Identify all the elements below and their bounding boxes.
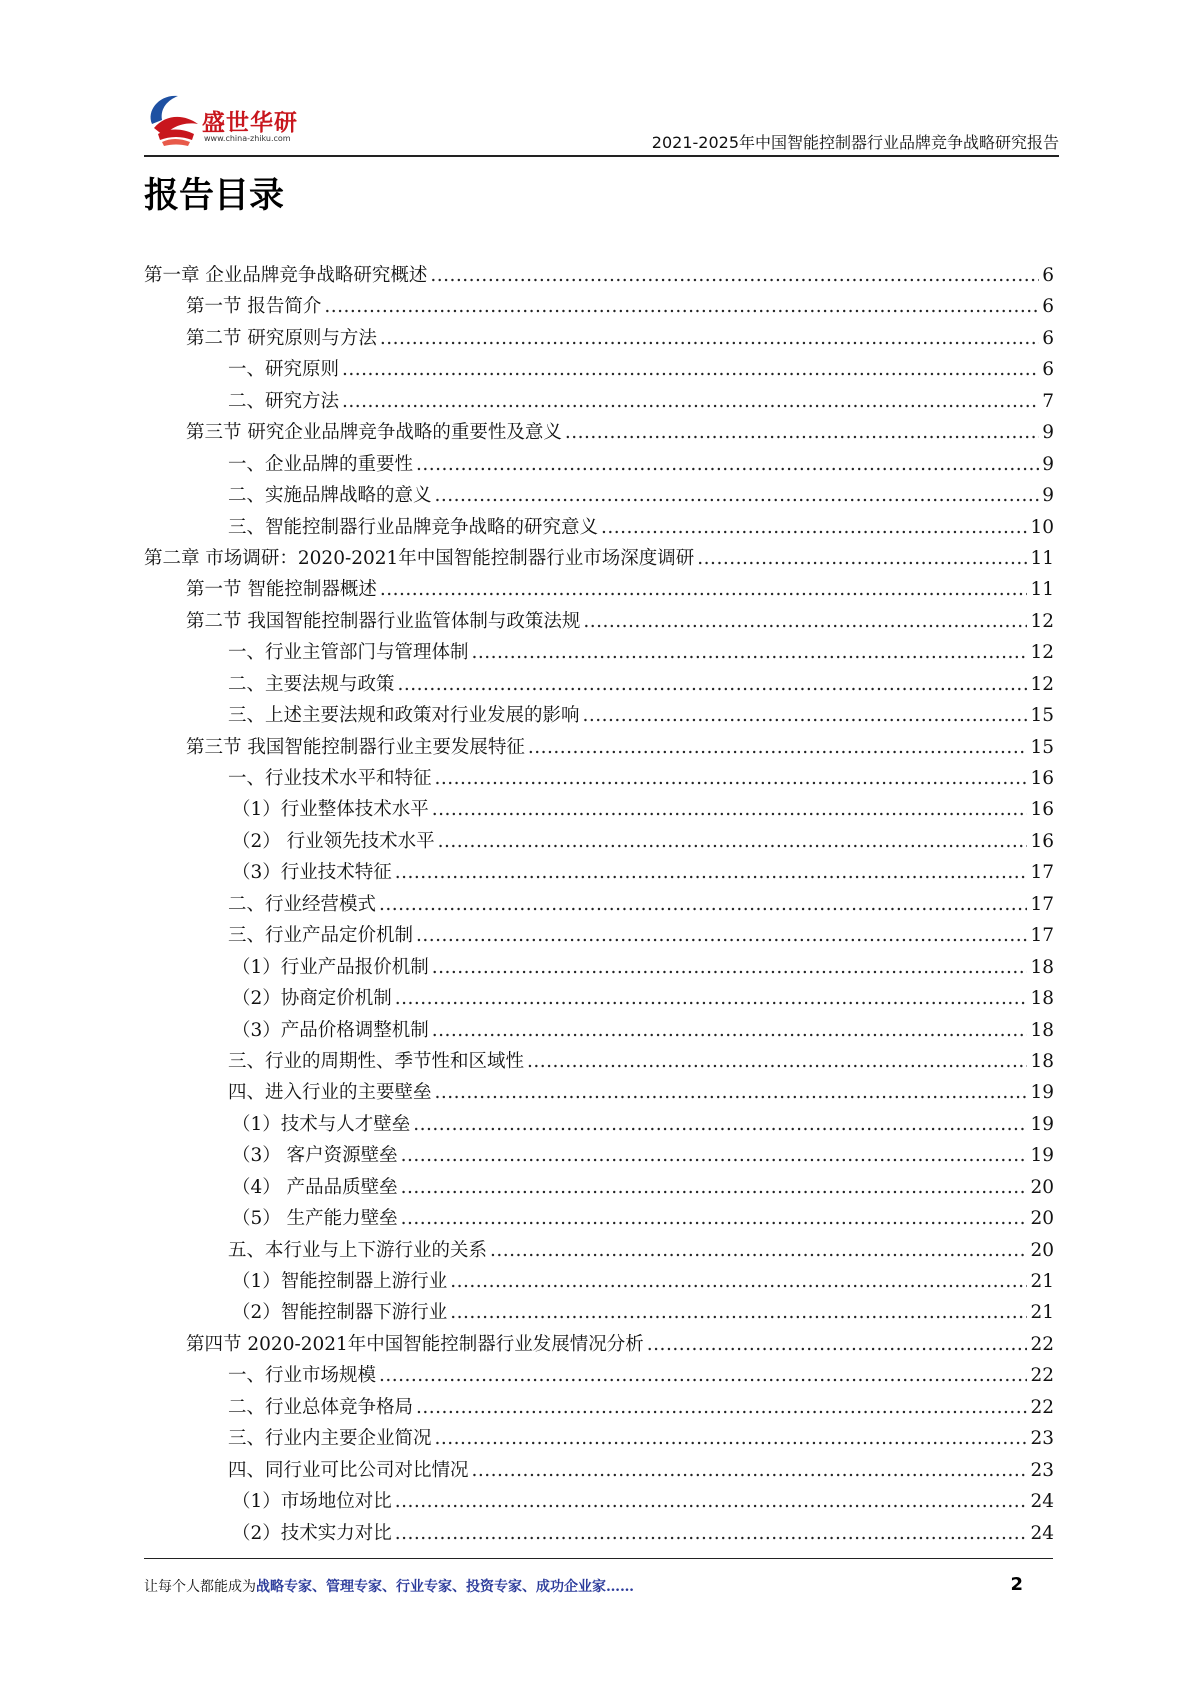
toc-entry-page: 22 [1030, 1396, 1054, 1418]
toc-entry-page: 9 [1042, 453, 1054, 475]
toc-entry-page: 6 [1042, 296, 1054, 318]
toc-entry[interactable] [144, 1236, 1054, 1267]
toc-entry[interactable] [144, 1204, 1054, 1235]
toc-entry-page: 18 [1030, 1019, 1054, 1041]
toc-entry[interactable] [144, 418, 1054, 449]
toc-entry-page: 24 [1030, 1522, 1054, 1544]
toc-entry[interactable] [144, 1047, 1054, 1078]
toc-entry-page: 9 [1042, 422, 1054, 444]
toc-entry-page: 7 [1042, 390, 1054, 412]
toc-dot-leader [395, 862, 1028, 883]
document-title: 2021-2025年中国智能控制器行业品牌竞争战略研究报告 [651, 133, 1059, 152]
logo-mark-icon [144, 84, 204, 148]
toc-dot-leader [398, 674, 1028, 695]
toc-dot-leader [472, 1460, 1028, 1481]
toc-entry[interactable] [144, 984, 1054, 1015]
toc-entry-label: 一、研究原则 [228, 359, 340, 381]
toc-entry-label: （1）智能控制器上游行业 [232, 1271, 448, 1292]
toc-dot-leader [342, 359, 1039, 380]
toc-entry-label: 第二节 研究原则与方法 [186, 327, 377, 349]
toc-entry-page: 17 [1030, 862, 1054, 884]
page-number: 2 [1010, 1574, 1023, 1595]
toc-entry-label: 二、研究方法 [228, 390, 340, 412]
page-title: 报告目录 [144, 176, 285, 216]
toc-dot-leader [432, 799, 1028, 820]
toc-entry-label: 第一章 企业品牌竞争战略研究概述 [144, 265, 428, 286]
toc-dot-leader [401, 1177, 1028, 1198]
toc-entry[interactable] [144, 953, 1054, 984]
toc-entry-label: （2） 行业领先技术水平 [232, 830, 435, 852]
toc-entry-page: 6 [1042, 359, 1054, 381]
toc-entry[interactable] [144, 324, 1054, 355]
toc-entry[interactable] [144, 1393, 1054, 1424]
toc-dot-leader [528, 737, 1028, 758]
toc-dot-leader [432, 957, 1028, 978]
toc-dot-leader [395, 1491, 1028, 1512]
toc-dot-leader [401, 1208, 1028, 1229]
toc-dot-leader [565, 422, 1039, 443]
toc-entry-label: 第二章 市场调研：2020-2021年中国智能控制器行业市场深度调研 [144, 547, 695, 569]
toc-entry-page: 15 [1030, 736, 1054, 758]
toc-entry-page: 18 [1030, 1050, 1054, 1072]
toc-dot-leader [413, 1114, 1027, 1135]
toc-entry[interactable] [144, 292, 1054, 323]
toc-entry-page: 23 [1030, 1428, 1054, 1450]
toc-dot-leader [324, 296, 1039, 317]
toc-entry[interactable] [144, 481, 1054, 512]
toc-entry-page: 12 [1030, 673, 1054, 695]
company-logo [144, 84, 314, 148]
toc-entry[interactable] [144, 921, 1054, 952]
toc-dot-leader [430, 265, 1039, 286]
toc-entry[interactable] [144, 764, 1054, 795]
toc-entry-label: （1）行业整体技术水平 [232, 799, 429, 821]
toc-entry-page: 11 [1030, 579, 1054, 601]
toc-entry-page: 22 [1030, 1365, 1054, 1387]
toc-entry-label: （1）行业产品报价机制 [232, 956, 429, 978]
toc-dot-leader [401, 1145, 1028, 1166]
toc-entry-label: 二、主要法规与政策 [228, 673, 395, 695]
table-of-contents [144, 261, 1054, 1550]
toc-dot-leader [435, 1428, 1028, 1449]
toc-entry-page: 18 [1030, 956, 1054, 978]
toc-entry-page: 17 [1030, 893, 1054, 915]
toc-entry[interactable] [144, 670, 1054, 701]
toc-entry-label: （3）产品价格调整机制 [232, 1019, 429, 1041]
toc-entry[interactable] [144, 1424, 1054, 1455]
toc-entry-label: 四、进入行业的主要壁垒 [228, 1082, 432, 1104]
toc-entry-label: （2）技术实力对比 [232, 1522, 392, 1544]
logo-name: 盛世华研 [202, 110, 298, 136]
toc-dot-leader [432, 1020, 1028, 1041]
toc-dot-leader [601, 517, 1027, 538]
toc-entry-page: 16 [1030, 799, 1054, 821]
toc-entry[interactable] [144, 261, 1054, 292]
toc-entry[interactable] [144, 1110, 1054, 1141]
toc-entry-page: 21 [1030, 1271, 1054, 1292]
toc-entry-label: 一、行业主管部门与管理体制 [228, 642, 469, 664]
toc-entry[interactable] [144, 1487, 1054, 1518]
toc-entry[interactable] [144, 1078, 1054, 1109]
toc-entry-label: 三、行业内主要企业简况 [228, 1428, 432, 1450]
toc-entry[interactable] [144, 355, 1054, 386]
toc-dot-leader [416, 1397, 1027, 1418]
toc-entry-label: 第四节 2020-2021年中国智能控制器行业发展情况分析 [186, 1333, 644, 1355]
toc-entry-label: 二、行业经营模式 [228, 893, 377, 915]
toc-dot-leader [416, 925, 1027, 946]
toc-entry-label: （2）智能控制器下游行业 [232, 1302, 448, 1324]
toc-entry-page: 17 [1030, 925, 1054, 947]
toc-entry[interactable] [144, 1298, 1054, 1329]
toc-entry-page: 18 [1030, 988, 1054, 1010]
toc-entry-page: 19 [1030, 1145, 1054, 1167]
toc-entry-page: 15 [1030, 705, 1054, 727]
toc-entry-page: 6 [1042, 265, 1054, 286]
toc-entry-page: 9 [1042, 485, 1054, 507]
toc-entry-label: （1）市场地位对比 [232, 1491, 392, 1513]
toc-dot-leader [435, 1082, 1028, 1103]
toc-entry-page: 24 [1030, 1491, 1054, 1513]
toc-entry[interactable] [144, 827, 1054, 858]
toc-dot-leader [342, 391, 1039, 412]
toc-entry-page: 20 [1030, 1239, 1054, 1261]
toc-entry-page: 22 [1030, 1333, 1054, 1355]
toc-dot-leader [697, 548, 1027, 569]
toc-dot-leader [379, 894, 1027, 915]
toc-dot-leader [416, 454, 1039, 475]
toc-dot-leader [438, 831, 1028, 852]
toc-entry[interactable] [144, 544, 1054, 575]
toc-entry[interactable] [144, 607, 1054, 638]
page-header [144, 80, 1059, 158]
header-divider [144, 155, 1059, 157]
toc-entry[interactable] [144, 795, 1054, 826]
toc-entry[interactable] [144, 890, 1054, 921]
toc-entry-page: 16 [1030, 768, 1054, 789]
footer-divider [144, 1558, 1053, 1559]
toc-entry-page: 21 [1030, 1302, 1054, 1324]
toc-entry-label: （2）协商定价机制 [232, 988, 392, 1010]
toc-entry[interactable] [144, 1519, 1054, 1550]
toc-entry[interactable] [144, 1141, 1054, 1172]
toc-dot-leader [450, 1271, 1027, 1292]
toc-entry[interactable] [144, 638, 1054, 669]
toc-dot-leader [395, 1523, 1028, 1544]
toc-dot-leader [380, 579, 1028, 600]
logo-url: www.china-zhiku.com [204, 134, 291, 143]
toc-entry-label: 第一节 智能控制器概述 [186, 579, 377, 601]
toc-dot-leader [380, 328, 1039, 349]
toc-entry-label: 二、行业总体竞争格局 [228, 1396, 414, 1418]
toc-entry[interactable] [144, 450, 1054, 481]
toc-dot-leader [527, 1051, 1027, 1072]
toc-dot-leader [379, 1365, 1027, 1386]
toc-dot-leader [435, 485, 1040, 506]
toc-entry-label: 第三节 研究企业品牌竞争战略的重要性及意义 [186, 422, 562, 444]
toc-dot-leader [583, 705, 1028, 726]
toc-entry-label: 第三节 我国智能控制器行业主要发展特征 [186, 736, 525, 758]
toc-dot-leader [647, 1334, 1028, 1355]
toc-dot-leader [395, 988, 1028, 1009]
toc-entry-page: 19 [1030, 1082, 1054, 1104]
toc-dot-leader [490, 1240, 1027, 1261]
toc-entry-label: 第二节 我国智能控制器行业监管体制与政策法规 [186, 610, 581, 632]
page-footer [144, 1576, 1053, 1600]
toc-entry-label: （4） 产品品质壁垒 [232, 1176, 398, 1198]
footer-slogan-lead: 让每个人都能成为 [144, 1579, 256, 1595]
toc-entry-label: （3）行业技术特征 [232, 862, 392, 884]
toc-entry-page: 12 [1030, 610, 1054, 632]
toc-entry-label: （5） 生产能力壁垒 [232, 1208, 398, 1230]
toc-entry-page: 11 [1030, 547, 1054, 569]
toc-entry[interactable] [144, 1330, 1054, 1361]
toc-entry[interactable] [144, 1361, 1054, 1392]
toc-entry-page: 23 [1030, 1459, 1054, 1481]
toc-entry-label: （3） 客户资源壁垒 [232, 1145, 398, 1167]
footer-slogan-emphasis: 战略专家、管理专家、行业专家、投资专家、成功企业家…… [256, 1579, 634, 1595]
toc-entry[interactable] [144, 387, 1054, 418]
toc-entry-label: 一、行业技术水平和特征 [228, 768, 432, 789]
toc-entry-label: 三、上述主要法规和政策对行业发展的影响 [228, 705, 580, 727]
toc-entry-page: 20 [1030, 1208, 1054, 1230]
toc-entry-page: 6 [1042, 327, 1054, 349]
toc-entry[interactable] [144, 701, 1054, 732]
toc-entry-label: 第一节 报告简介 [186, 296, 322, 318]
toc-entry-label: 一、行业市场规模 [228, 1365, 377, 1387]
toc-entry-page: 10 [1030, 516, 1054, 538]
toc-entry-page: 20 [1030, 1176, 1054, 1198]
toc-dot-leader [435, 768, 1028, 789]
toc-entry-page: 16 [1030, 830, 1054, 852]
toc-entry-label: 三、智能控制器行业品牌竞争战略的研究意义 [228, 516, 599, 538]
toc-entry[interactable] [144, 733, 1054, 764]
toc-entry-page: 12 [1030, 642, 1054, 664]
toc-entry[interactable] [144, 513, 1054, 544]
toc-dot-leader [472, 642, 1028, 663]
toc-entry-label: 三、行业的周期性、季节性和区域性 [228, 1050, 525, 1072]
toc-entry[interactable] [144, 575, 1054, 606]
toc-entry[interactable] [144, 858, 1054, 889]
toc-entry-label: 一、企业品牌的重要性 [228, 453, 414, 475]
toc-entry-label: 三、行业产品定价机制 [228, 925, 414, 947]
toc-entry-label: （1）技术与人才壁垒 [232, 1113, 411, 1135]
toc-entry-label: 四、同行业可比公司对比情况 [228, 1459, 469, 1481]
toc-entry-page: 19 [1030, 1113, 1054, 1135]
toc-dot-leader [583, 611, 1027, 632]
toc-entry[interactable] [144, 1267, 1054, 1298]
toc-dot-leader [450, 1302, 1027, 1323]
toc-entry-label: 五、本行业与上下游行业的关系 [228, 1239, 488, 1261]
toc-entry[interactable] [144, 1016, 1054, 1047]
toc-entry-label: 二、实施品牌战略的意义 [228, 485, 432, 507]
toc-entry[interactable] [144, 1173, 1054, 1204]
toc-entry[interactable] [144, 1456, 1054, 1487]
